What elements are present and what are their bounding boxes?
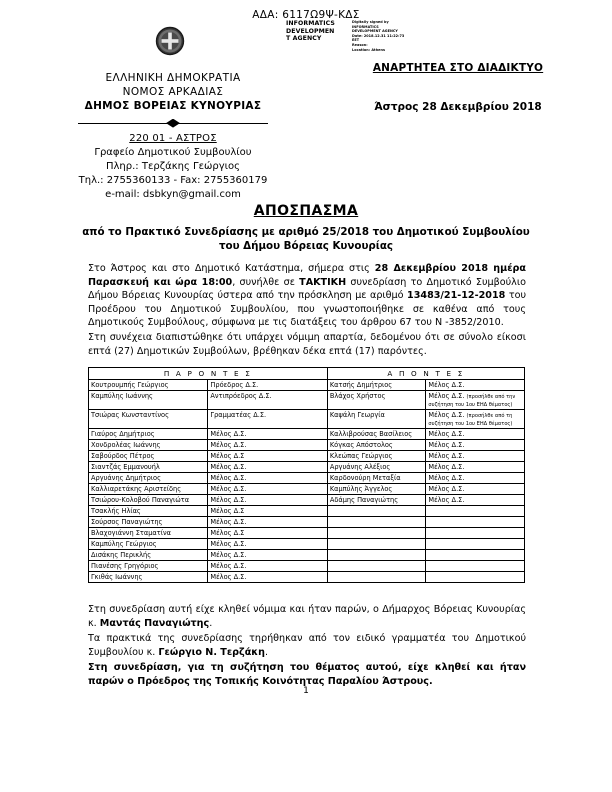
- table-group-header-row: [89, 368, 525, 380]
- table-row: [89, 528, 525, 539]
- absent-role-empty: [426, 528, 525, 539]
- table-row: [89, 506, 525, 517]
- header-present-group: Π Α Ρ Ο Ν Τ Ε Σ: [89, 368, 328, 380]
- f2-text-1: Τα πρακτικά της συνεδρίασης τηρήθηκαν από τον ειδικό γραμματέα του Δημοτικού Συμβουλίου κ.: [88, 633, 526, 658]
- signature-detail-0: Digitally signed by: [352, 20, 389, 24]
- absent-role: Μέλος Δ.Σ.: [426, 440, 525, 451]
- present-name: Δισάκης Περικλής: [89, 550, 208, 561]
- present-role: Μέλος Δ.Σ.: [208, 484, 327, 495]
- ada-reference: ΑΔΑ: 6117Ω9Ψ-ΚΔΣ: [252, 9, 360, 21]
- present-name: Σαβούρδος Πέτρος: [89, 451, 208, 462]
- p1-text-2: , συνήλθε σε: [232, 276, 300, 288]
- absent-role-empty: [426, 550, 525, 561]
- p1-text-1: Στο Άστρος και στο Δημοτικό Κατάστημα, σήμερα στις: [88, 263, 375, 274]
- p1-session-type: ΤΑΚΤΙΚΗ: [299, 276, 347, 288]
- present-name: Τσιώρας Κωνσταντίνος: [89, 410, 208, 429]
- absent-role: Μέλος Δ.Σ.: [426, 462, 525, 473]
- municipality-name: ΔΗΜΟΣ ΒΟΡΕΙΑΣ ΚΥΝΟΥΡΙΑΣ: [84, 99, 262, 112]
- postal-address: 220 01 - ΑΣΤΡΟΣ: [129, 132, 217, 144]
- signature-detail-2: DEVELOPMENT AGENCY: [352, 29, 398, 34]
- secretary-name: Γεώργιο Ν. Τερζάκη: [158, 646, 265, 658]
- present-role: Μέλος Δ.Σ: [208, 528, 327, 539]
- present-name: Πιανέσης Γρηγόριος: [89, 561, 208, 572]
- attendance-table: [88, 367, 525, 583]
- table-row: [89, 440, 525, 451]
- absent-role: Μέλος Δ.Σ.: [426, 451, 525, 462]
- signature-detail-3: Date: 2018.12.31 11:22:73: [352, 33, 405, 38]
- absent-name: Βλάχος Χρήστος: [327, 391, 426, 410]
- table-row: [89, 380, 525, 391]
- table-row: [89, 410, 525, 429]
- absent-name-empty: [327, 506, 426, 517]
- absent-note: (προσήλθε από τη συζήτηση του 1ου ΕΗΔ θέματος): [428, 412, 513, 428]
- signature-agency-name: [286, 20, 348, 43]
- contact-person: Πληρ.: Τερζάκης Γεώργιος: [105, 160, 240, 172]
- country-name: ΕΛΛΗΝΙΚΗ ΔΗΜΟΚΡΑΤΙΑ: [105, 72, 241, 84]
- page-number: 1: [303, 686, 309, 696]
- signature-agency-line-3: T AGENCY: [286, 35, 322, 43]
- absent-note: (προσήλθε από την συζήτηση του 1ου ΕΗΔ θέματος): [428, 393, 516, 409]
- office-name: Γραφείο Δημοτικού Συμβουλίου: [94, 146, 252, 158]
- prefecture-name: ΝΟΜΟΣ ΑΡΚΑΔΙΑΣ: [122, 85, 224, 98]
- absent-name: Καρδονούρη Μεταξία: [327, 473, 426, 484]
- absent-name: Καψάλη Γεωργία: [327, 410, 426, 429]
- p1-text-3: συνεδρίαση το Δημοτικό Συμβούλιο Δήμου Βόρειας Κυνουρίας ύστερα από την πρόσκληση με αριθμό: [88, 276, 526, 302]
- present-name: Σιαντζάς Εμμανουήλ: [89, 462, 208, 473]
- header-divider-ornament: [78, 119, 268, 128]
- absent-role-empty: [426, 506, 525, 517]
- table-row: [89, 451, 525, 462]
- absent-role-label: Μέλος Δ.Σ.: [428, 391, 465, 400]
- session-details-paragraph: [88, 262, 526, 330]
- present-name: Αργυάνης Δημήτριος: [89, 473, 208, 484]
- present-role: Μέλος Δ.Σ.: [208, 561, 327, 572]
- mayor-attendance-paragraph: [88, 603, 526, 631]
- absent-name: Αδάμης Παναγιώτης: [327, 495, 426, 506]
- f1-text-2: .: [209, 617, 213, 629]
- f1-text-1: Στη συνεδρίαση αυτή είχε κληθεί νόμιμα και ήταν παρών, ο Δήμαρχος Βόρειας Κυνουρίας κ.: [88, 604, 526, 629]
- present-name: Σούρσος Παναγιώτης: [89, 517, 208, 528]
- signature-detail-6: Location: Athens: [352, 47, 386, 52]
- document-subtitle: [56, 226, 556, 254]
- absent-name-empty: [327, 539, 426, 550]
- present-role: Αντιπρόεδρος Δ.Σ.: [208, 391, 327, 410]
- present-role: Μέλος Δ.Σ: [208, 451, 327, 462]
- present-role: Μέλος Δ.Σ: [208, 506, 327, 517]
- table-row: [89, 561, 525, 572]
- absent-name: Καλλιβρούσας Βασίλειος: [327, 429, 426, 440]
- attendance-table-body: [89, 380, 525, 583]
- present-name: Κουτρουμπής Γεώργιος: [89, 380, 208, 391]
- absent-role: [426, 410, 525, 429]
- present-name: Βλαχογιάννη Σταματίνα: [89, 528, 208, 539]
- absent-role: Μέλος Δ.Σ.: [426, 484, 525, 495]
- subtitle-line-1: από το Πρακτικό Συνεδρίασης με αριθμό 25/2018 του Δημοτικού Συμβουλίου: [82, 226, 530, 238]
- header-absent-group: Α Π Ο Ν Τ Ε Σ: [327, 368, 524, 380]
- present-name: Τσιώρου-Κολοβού Παναγιώτα: [89, 495, 208, 506]
- absent-name-empty: [327, 517, 426, 528]
- table-row: [89, 572, 525, 583]
- signature-detail-1: INFORMATICS: [352, 24, 379, 29]
- signature-details: [352, 20, 412, 52]
- table-row: [89, 495, 525, 506]
- table-row: [89, 517, 525, 528]
- present-role: Μέλος Δ.Σ.: [208, 572, 327, 583]
- f2-text-2: .: [264, 646, 269, 658]
- table-row: [89, 539, 525, 550]
- present-role: Μέλος Δ.Σ.: [208, 462, 327, 473]
- absent-role: [426, 391, 525, 410]
- absent-role-empty: [426, 561, 525, 572]
- present-name: Χονδρολέας Ιωάννης: [89, 440, 208, 451]
- absent-name: Κλεώπας Γεώργιος: [327, 451, 426, 462]
- absent-role: Μέλος Δ.Σ.: [426, 380, 525, 391]
- present-name: Τσακλής Ηλίας: [89, 506, 208, 517]
- present-role: Γραμματέας Δ.Σ.: [208, 410, 327, 429]
- absent-name-empty: [327, 561, 426, 572]
- absent-name: Κόγκας Απόστολος: [327, 440, 426, 451]
- digital-signature-stamp: [286, 20, 412, 52]
- absent-name-empty: [327, 528, 426, 539]
- signature-agency-line-1: INFORMATICS: [286, 20, 335, 27]
- table-row: [89, 473, 525, 484]
- absent-name-empty: [327, 550, 426, 561]
- p1-invitation-number: 13483/21-12-2018: [407, 290, 506, 302]
- signature-detail-4: EET: [352, 38, 360, 43]
- publication-notice: ΑΝΑΡΤΗΤΕΑ ΣΤΟ ΔΙΑΔΙΚΤΥΟ: [372, 62, 544, 74]
- present-role: Πρόεδρος Δ.Σ.: [208, 380, 327, 391]
- quorum-paragraph: Στη συνέχεια διαπιστώθηκε ότι υπάρχει νόμιμη απαρτία, δεδομένου ότι σε σύνολο είκοσι επτά (27) Δημοτικών Συμβούλων, βρέθηκαν δέκα επτά (17) παρόντες.: [88, 332, 526, 357]
- present-role: Μέλος Δ.Σ.: [208, 495, 327, 506]
- present-name: Καλλιαρετάκης Αριστείδης: [89, 484, 208, 495]
- present-name: Γιαύρος Δημήτριος: [89, 429, 208, 440]
- present-role: Μέλος Δ.Σ.: [208, 440, 327, 451]
- table-row: [89, 391, 525, 410]
- document-title: ΑΠΟΣΠΑΣΜΑ: [253, 203, 359, 219]
- p1-session-datetime: 28 Δεκεμβρίου 2018 ημέρα Παρασκευή και ώρα 18:00: [88, 263, 526, 288]
- absent-role-empty: [426, 517, 525, 528]
- signature-agency-line-2: DEVELOPMEN: [286, 27, 335, 35]
- mayor-name: Μαντάς Παναγιώτης: [99, 617, 210, 629]
- present-role: Μέλος Δ.Σ.: [208, 429, 327, 440]
- present-name: Καμπύλης Ιωάννης: [89, 391, 208, 410]
- organization-header: [28, 72, 318, 203]
- subtitle-line-2: του Δήμου Βόρειας Κυνουρίας: [218, 239, 393, 252]
- table-row: [89, 429, 525, 440]
- absent-name-empty: [327, 572, 426, 583]
- absent-role: Μέλος Δ.Σ.: [426, 495, 525, 506]
- greek-coat-of-arms-emblem: [155, 26, 185, 56]
- p1-text-4: του Προέδρου του Δημοτικού Συμβουλίου, που γνωστοποιήθηκε σε καθένα από τους Δημοτικούς Συμβούλους, σύμφωνα με τις διατάξεις του άρθρου 67 του Ν -3852/2010.: [88, 290, 527, 329]
- present-role: Μέλος Δ.Σ.: [208, 517, 327, 528]
- absent-name: Κατσής Δημήτριος: [327, 380, 426, 391]
- table-row: [89, 484, 525, 495]
- contact-details: [28, 132, 318, 203]
- absent-role-label: Μέλος Δ.Σ.: [428, 410, 465, 419]
- present-name: Καμπύλης Γεώργιος: [89, 539, 208, 550]
- absent-role: Μέλος Δ.Σ.: [426, 429, 525, 440]
- absent-role-empty: [426, 539, 525, 550]
- absent-name: Αργυάνης Αλέξιος: [327, 462, 426, 473]
- table-row: [89, 462, 525, 473]
- present-role: Μέλος Δ.Σ.: [208, 473, 327, 484]
- table-row: [89, 550, 525, 561]
- present-role: Μέλος Δ.Σ.: [208, 539, 327, 550]
- place-and-date: Άστρος 28 Δεκεμβρίου 2018: [374, 101, 542, 113]
- secretary-minutes-paragraph: [88, 632, 526, 660]
- present-name: Γκιθάς Ιωάννης: [89, 572, 208, 583]
- local-community-president-paragraph: Στη συνεδρίαση, για τη συζήτηση του θέματος αυτού, είχε κληθεί και ήταν παρών ο Πρόεδρος της Τοπικής Κοινότητας Παραλίου Άστρους.: [88, 662, 526, 687]
- present-role: Μέλος Δ.Σ.: [208, 550, 327, 561]
- absent-name: Καμπύλης Άγγελος: [327, 484, 426, 495]
- absent-role: Μέλος Δ.Σ.: [426, 473, 525, 484]
- signature-detail-5: Reason:: [352, 42, 368, 47]
- email-address: e-mail: dsbkyn@gmail.com: [105, 189, 241, 201]
- absent-role-empty: [426, 572, 525, 583]
- phone-fax: Τηλ.: 2755360133 - Fax: 2755360179: [78, 175, 268, 187]
